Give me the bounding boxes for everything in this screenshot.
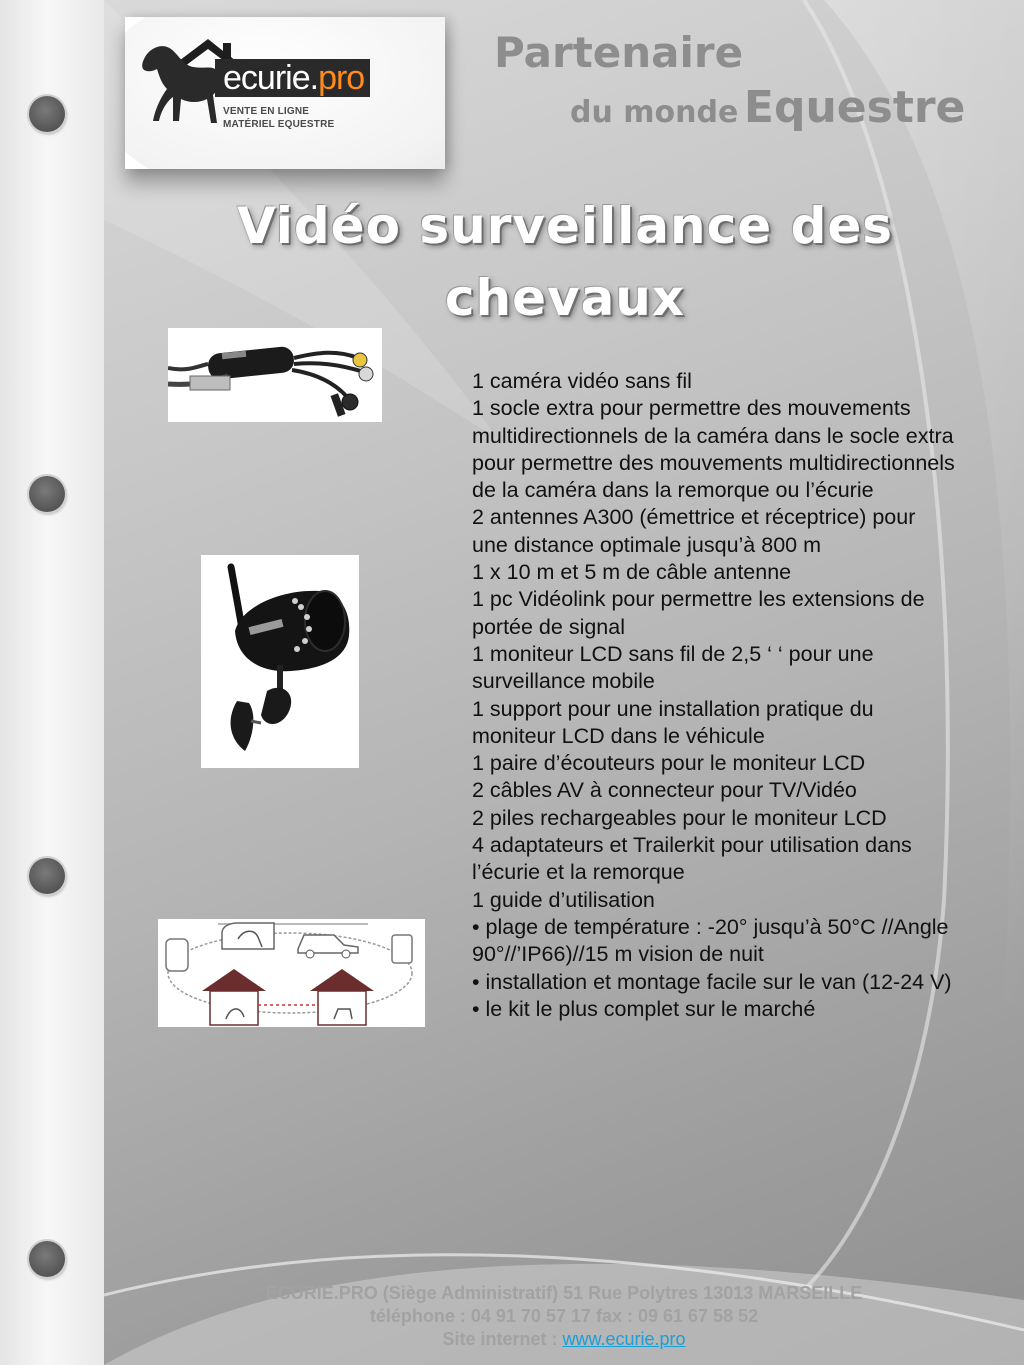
feature-item: 1 moniteur LCD sans fil de 2,5 ‘ ‘ pour une surveillance mobile [472, 641, 874, 694]
installation-diagram-icon [158, 919, 425, 1027]
video-grabber-icon [168, 328, 382, 422]
logo-wordmark [215, 59, 370, 97]
footer-contact: téléphone : 04 91 70 57 17 fax : 09 61 67 58 52 [369, 1306, 759, 1326]
feature-item: • plage de température : -20° jusqu’à 50°C //Angle 90°//’IP66)//15 m vision de nuit [472, 914, 949, 967]
binder-hole-icon [29, 858, 65, 894]
feature-item: 2 piles rechargeables pour le moniteur LCD [472, 805, 887, 830]
feature-list [472, 368, 956, 1023]
header-du-monde: du monde [570, 95, 739, 130]
binder-hole-icon [29, 1241, 65, 1277]
feature-item: 4 adaptateurs et Trailerkit pour utilisation dans l’écurie et la remorque [472, 833, 912, 885]
wireless-camera-icon [201, 555, 359, 768]
header-du-monde-equestre [570, 82, 965, 133]
feature-item: 2 câbles AV à connecteur pour TV/Vidéo [472, 778, 857, 803]
page-title-line1: Vidéo surveillance des [236, 197, 894, 255]
footer-site-link[interactable]: www.ecurie.pro [562, 1329, 686, 1349]
feature-item: 1 support pour une installation pratique du moniteur LCD dans le véhicule [472, 696, 874, 748]
logo-tagline-line1: VENTE EN LIGNE [223, 106, 310, 117]
feature-item: 1 x 10 m et 5 m de câble antenne [472, 560, 792, 585]
feature-item: 1 caméra vidéo sans fil [472, 369, 692, 393]
binder-hole-icon [29, 476, 65, 512]
product-image-installation-diagram [158, 919, 425, 1027]
logo-tagline-line2: MATÉRIEL EQUESTRE [223, 119, 335, 130]
feature-item: 1 guide d’utilisation [472, 887, 655, 912]
logo-brand-main: ecurie. [223, 59, 319, 97]
feature-item: 2 antennes A300 (émettrice et réceptrice) pour une distance optimale jusqu’à 800 m [472, 505, 916, 557]
logo-brand-accent: pro [318, 59, 365, 97]
product-image-video-grabber [168, 328, 382, 422]
binder-strip [0, 0, 104, 1365]
feature-item: 1 paire d’écouteurs pour le moniteur LCD [472, 751, 866, 776]
logo-tagline [223, 105, 334, 131]
page-title [200, 190, 930, 334]
header-partenaire: Partenaire [494, 28, 744, 77]
feature-item: • installation et montage facile sur le van (12-24 V) [472, 969, 952, 994]
footer-site [104, 1329, 1024, 1350]
header-equestre: Equestre [743, 82, 966, 133]
binder-hole-icon [29, 96, 65, 132]
footer-site-label: Site internet : [442, 1329, 558, 1349]
company-logo[interactable] [125, 17, 445, 169]
feature-item: • le kit le plus complet sur le marché [472, 996, 816, 1021]
footer-address: ECURIE.PRO (Siège Administratif) 51 Rue Polytres 13013 MARSEILLE [265, 1283, 863, 1303]
feature-item: 1 pc Vidéolink pour permettre les extensions de portée de signal [472, 587, 925, 639]
product-image-wireless-camera [201, 555, 359, 768]
feature-item: 1 socle extra pour permettre des mouvements multidirectionnels de la caméra dans le socle extra pour permettre des mouvements multidirectionnels de la caméra dans la remorque ou l’écurie [472, 396, 955, 503]
page-title-line2: chevaux [444, 269, 686, 327]
